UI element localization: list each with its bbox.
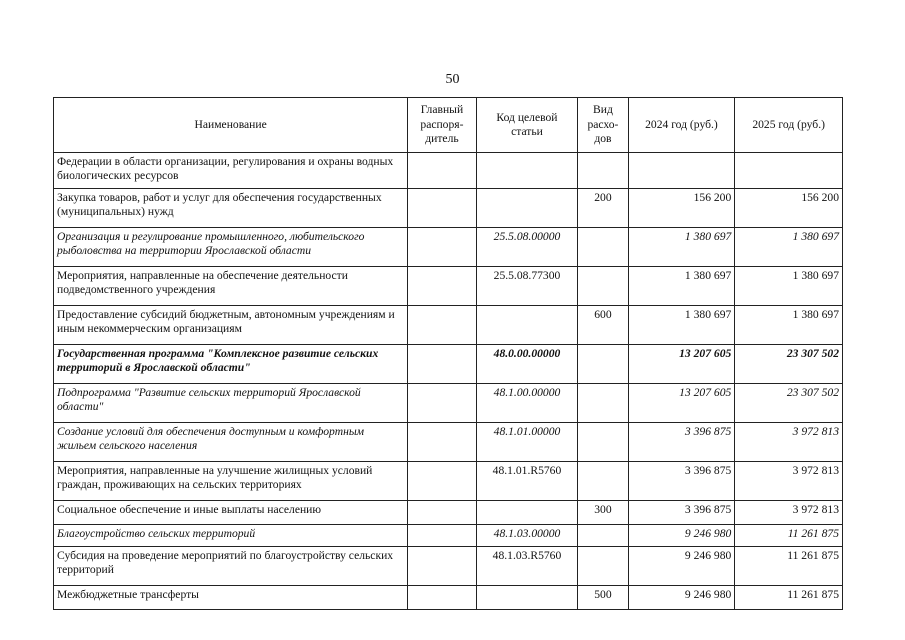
cell-year-2024: 1 380 697 xyxy=(628,228,735,267)
cell-expense-type xyxy=(578,462,628,501)
table-row xyxy=(54,586,843,610)
table-row xyxy=(54,525,843,547)
table-row xyxy=(54,267,843,306)
cell-expense-type xyxy=(578,228,628,267)
cell-year-2025 xyxy=(735,153,843,189)
cell-year-2025: 1 380 697 xyxy=(735,228,843,267)
cell-target-code: 48.1.00.00000 xyxy=(476,384,578,423)
cell-main-manager xyxy=(408,547,476,586)
page-number: 50 xyxy=(445,72,460,87)
table-row xyxy=(54,423,843,462)
cell-main-manager xyxy=(408,345,476,384)
cell-year-2025: 1 380 697 xyxy=(735,267,843,306)
cell-year-2024: 9 246 980 xyxy=(628,525,735,547)
cell-expense-type: 300 xyxy=(578,501,628,525)
header-year-2024: 2024 год (руб.) xyxy=(628,98,735,153)
cell-year-2024: 3 396 875 xyxy=(628,462,735,501)
table-row xyxy=(54,462,843,501)
cell-name: Благоустройство сельских территорий xyxy=(54,525,408,547)
cell-main-manager xyxy=(408,501,476,525)
cell-year-2025: 3 972 813 xyxy=(735,423,843,462)
cell-main-manager xyxy=(408,462,476,501)
cell-name: Федерации в области организации, регулирования и охраны водных биологических ресурсов xyxy=(54,153,408,189)
cell-name: Мероприятия, направленные на улучшение жилищных условий граждан, проживающих на сельских территориях xyxy=(54,462,408,501)
cell-target-code xyxy=(476,189,578,228)
cell-year-2025: 1 380 697 xyxy=(735,306,843,345)
cell-target-code: 48.1.01.00000 xyxy=(476,423,578,462)
cell-name: Закупка товаров, работ и услуг для обеспечения государственных (муниципальных) нужд xyxy=(54,189,408,228)
cell-name: Субсидия на проведение мероприятий по благоустройству сельских территорий xyxy=(54,547,408,586)
cell-year-2024: 3 396 875 xyxy=(628,501,735,525)
cell-year-2025: 3 972 813 xyxy=(735,501,843,525)
header-year-2025: 2025 год (руб.) xyxy=(735,98,843,153)
header-expense-type: Вид расхо-дов xyxy=(578,98,628,153)
cell-name: Организация и регулирование промышленного, любительского рыболовства на территории Ярославской области xyxy=(54,228,408,267)
cell-year-2024: 9 246 980 xyxy=(628,547,735,586)
cell-name: Предоставление субсидий бюджетным, автономным учреждениям и иным некоммерческим организациям xyxy=(54,306,408,345)
header-target-code: Код целевой статьи xyxy=(476,98,578,153)
table-row xyxy=(54,306,843,345)
cell-main-manager xyxy=(408,189,476,228)
cell-target-code: 48.1.03.R5760 xyxy=(476,547,578,586)
cell-main-manager xyxy=(408,586,476,610)
cell-year-2024: 1 380 697 xyxy=(628,306,735,345)
cell-target-code xyxy=(476,586,578,610)
cell-year-2024: 1 380 697 xyxy=(628,267,735,306)
cell-year-2025: 23 307 502 xyxy=(735,384,843,423)
cell-expense-type xyxy=(578,525,628,547)
cell-target-code: 25.5.08.77300 xyxy=(476,267,578,306)
cell-target-code: 25.5.08.00000 xyxy=(476,228,578,267)
table-row xyxy=(54,384,843,423)
cell-year-2024: 9 246 980 xyxy=(628,586,735,610)
cell-expense-type xyxy=(578,345,628,384)
cell-year-2025: 3 972 813 xyxy=(735,462,843,501)
cell-target-code xyxy=(476,153,578,189)
cell-main-manager xyxy=(408,384,476,423)
cell-main-manager xyxy=(408,228,476,267)
cell-year-2025: 11 261 875 xyxy=(735,547,843,586)
cell-year-2024: 13 207 605 xyxy=(628,384,735,423)
cell-year-2024: 13 207 605 xyxy=(628,345,735,384)
header-main-manager: Главный распоря-дитель xyxy=(408,98,476,153)
cell-target-code xyxy=(476,501,578,525)
cell-name: Социальное обеспечение и иные выплаты населению xyxy=(54,501,408,525)
cell-expense-type xyxy=(578,267,628,306)
table-row xyxy=(54,501,843,525)
cell-year-2024: 3 396 875 xyxy=(628,423,735,462)
header-name: Наименование xyxy=(54,98,408,153)
cell-main-manager xyxy=(408,423,476,462)
cell-expense-type: 600 xyxy=(578,306,628,345)
cell-name: Межбюджетные трансферты xyxy=(54,586,408,610)
budget-table xyxy=(53,97,843,610)
cell-year-2025: 11 261 875 xyxy=(735,586,843,610)
cell-target-code: 48.1.03.00000 xyxy=(476,525,578,547)
cell-main-manager xyxy=(408,525,476,547)
cell-expense-type xyxy=(578,423,628,462)
cell-main-manager xyxy=(408,267,476,306)
cell-expense-type xyxy=(578,153,628,189)
cell-target-code: 48.1.01.R5760 xyxy=(476,462,578,501)
cell-main-manager xyxy=(408,306,476,345)
table-row xyxy=(54,228,843,267)
cell-expense-type xyxy=(578,384,628,423)
table-row xyxy=(54,345,843,384)
cell-year-2025: 11 261 875 xyxy=(735,525,843,547)
cell-expense-type xyxy=(578,547,628,586)
cell-target-code xyxy=(476,306,578,345)
cell-year-2025: 156 200 xyxy=(735,189,843,228)
table-body xyxy=(54,153,843,610)
cell-year-2024 xyxy=(628,153,735,189)
cell-year-2024: 156 200 xyxy=(628,189,735,228)
cell-name: Создание условий для обеспечения доступным и комфортным жильем сельского населения xyxy=(54,423,408,462)
cell-name: Подпрограмма "Развитие сельских территорий Ярославской области" xyxy=(54,384,408,423)
cell-main-manager xyxy=(408,153,476,189)
table-row xyxy=(54,153,843,189)
cell-year-2025: 23 307 502 xyxy=(735,345,843,384)
cell-name: Государственная программа "Комплексное развитие сельских территорий в Ярославской области" xyxy=(54,345,408,384)
cell-target-code: 48.0.00.00000 xyxy=(476,345,578,384)
cell-expense-type: 500 xyxy=(578,586,628,610)
table-row xyxy=(54,189,843,228)
cell-name: Мероприятия, направленные на обеспечение деятельности подведомственного учреждения xyxy=(54,267,408,306)
table-row xyxy=(54,547,843,586)
cell-expense-type: 200 xyxy=(578,189,628,228)
table-header-row xyxy=(54,98,843,153)
